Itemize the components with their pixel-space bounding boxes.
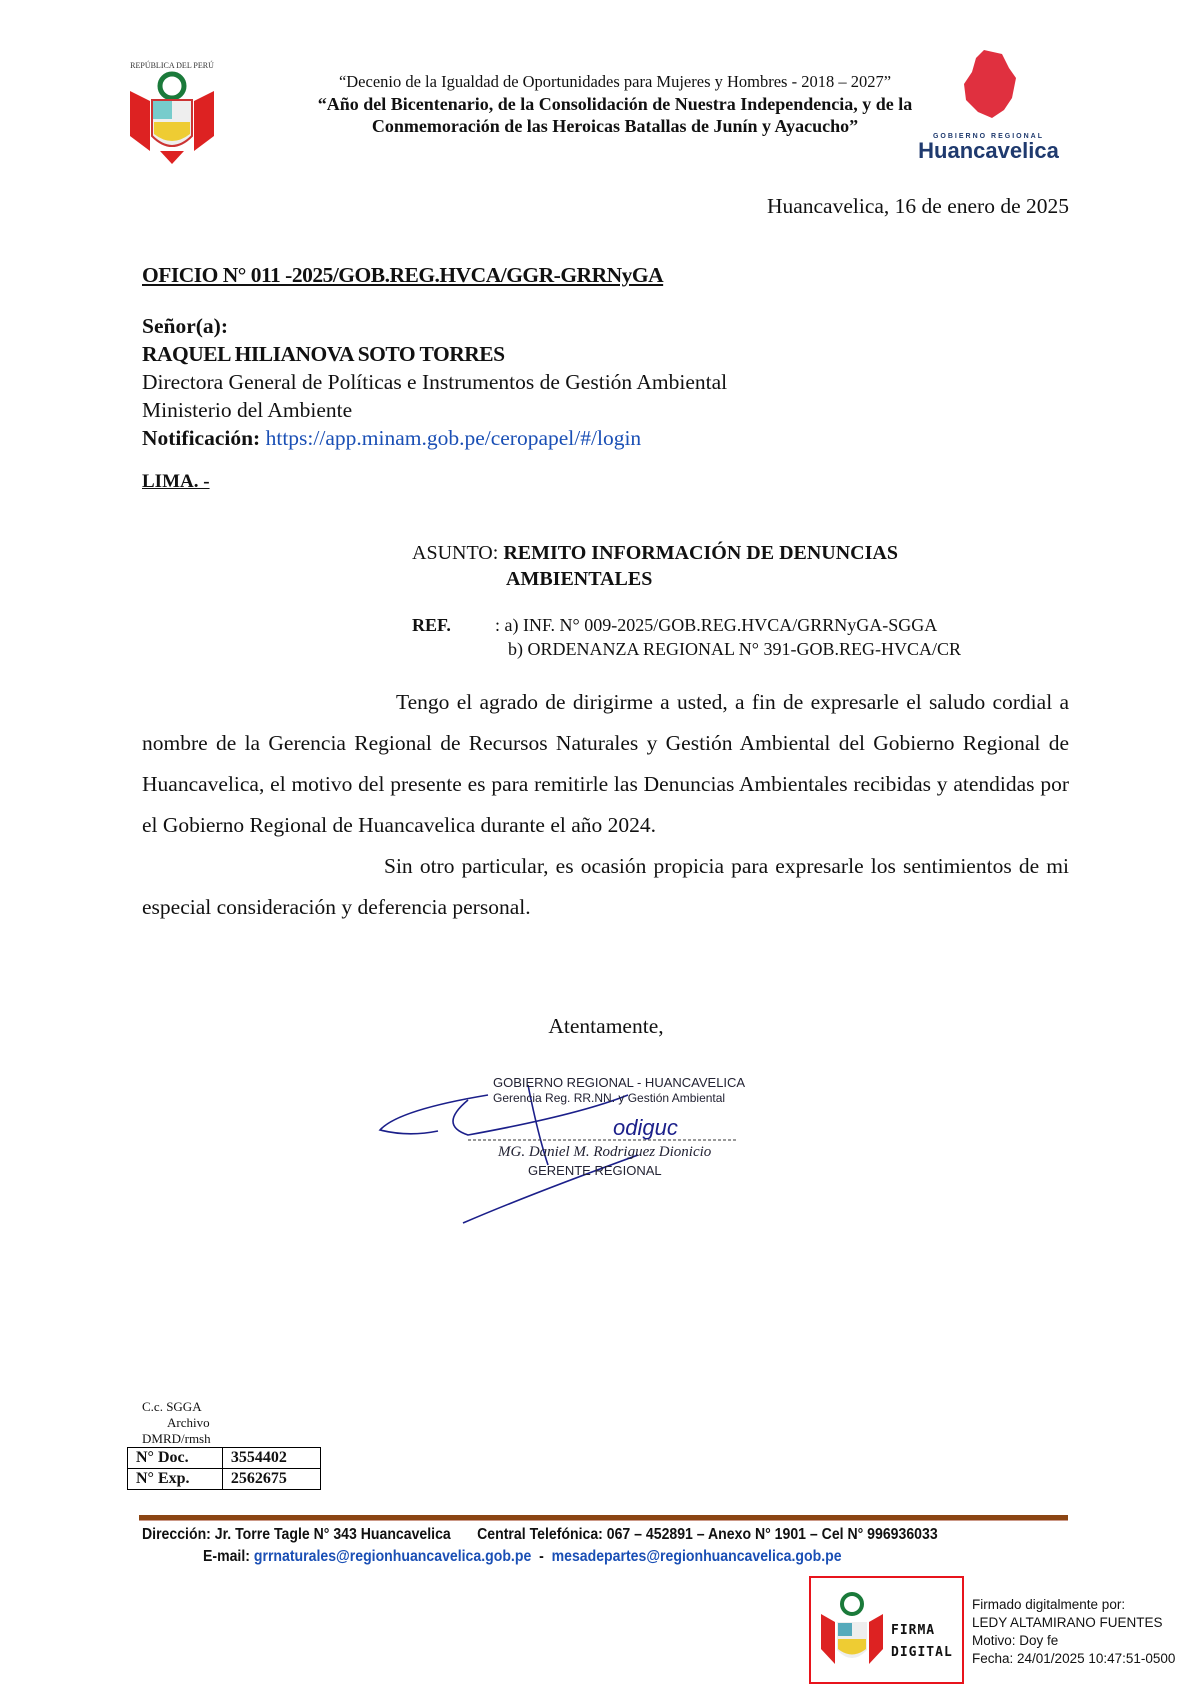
body-text	[142, 682, 1069, 928]
closing: Atentamente,	[548, 1014, 664, 1038]
footer-divider	[139, 1515, 1068, 1521]
subject-label: ASUNTO:	[412, 542, 499, 564]
cc-block	[142, 1399, 211, 1447]
subject-line2: AMBIENTALES	[506, 568, 653, 590]
table-row	[128, 1448, 321, 1469]
footer-separator: -	[539, 1548, 544, 1565]
recipient-position: Directora General de Políticas e Instrumentos de Gestión Ambiental	[142, 370, 728, 394]
svg-text:REPÚBLICA DEL PERÚ: REPÚBLICA DEL PERÚ	[130, 61, 214, 70]
footer-phone: Central Telefónica: 067 – 452891 – Anexo N° 1901 – Cel N° 996936033	[477, 1526, 938, 1543]
gobierno-regional-logo	[916, 48, 1061, 168]
exp-value: 2562675	[222, 1469, 320, 1490]
recipient-entity: Ministerio del Ambiente	[142, 398, 353, 422]
body-paragraph-1: Tengo el agrado de dirigirme a usted, a fin de expresarle el saludo cordial a nombre de la Gerencia Regional de Recursos Naturales y Gestión Ambiental del Gobierno Regional de Huancavelica, el motivo del presente es para remitirle las Denuncias Ambientales recibidas y atendidas por el Gobierno Regional de Huancavelica durante el año 2024.	[142, 690, 1069, 837]
document-date: Huancavelica, 16 de enero de 2025	[766, 194, 1069, 218]
header-text	[280, 71, 950, 137]
notification-link[interactable]: https://app.minam.gob.pe/ceropapel/#/login	[265, 426, 642, 450]
year-motto-line1: “Año del Bicentenario, de la Consolidación de Nuestra Independencia, y de la	[317, 94, 913, 114]
footer-email-label: E-mail:	[203, 1548, 250, 1565]
logo-big-text: Huancavelica	[918, 138, 1059, 163]
year-motto-line2: Conmemoración de las Heroicas Batallas de Junín y Ayacucho”	[371, 116, 859, 136]
recipient-city: LIMA. -	[142, 471, 210, 492]
doc-value: 3554402	[222, 1448, 320, 1469]
recipient-name: RAQUEL HILIANOVA SOTO TORRES	[142, 342, 505, 366]
notification-label: Notificación:	[142, 426, 261, 450]
doc-label: N° Doc.	[128, 1448, 223, 1469]
document-number-table	[127, 1447, 321, 1490]
subject-block	[412, 540, 898, 592]
decade-motto: “Decenio de la Igualdad de Oportunidades para Mujeres y Hombres - 2018 – 2027”	[338, 72, 892, 91]
svg-text:odiguc: odiguc	[613, 1115, 678, 1140]
ref-b: b) ORDENANZA REGIONAL N° 391-GOB.REG-HVCA/CR	[508, 639, 962, 659]
ref-label: REF.	[412, 615, 451, 635]
cc-line1: C.c. SGGA	[142, 1399, 202, 1414]
signed-by-label: Firmado digitalmente por:	[972, 1597, 1126, 1612]
recipient-block	[142, 312, 727, 452]
signature-reason: Motivo: Doy fe	[972, 1633, 1059, 1648]
ref-a: : a) INF. N° 009-2025/GOB.REG.HVCA/GRRNyGA-SGGA	[495, 615, 938, 635]
digital-signature-stamp	[809, 1576, 964, 1684]
signature-stamp	[378, 1075, 748, 1235]
table-row	[128, 1469, 321, 1490]
firma-digital-label: FIRMA DIGITAL	[891, 1623, 953, 1660]
footer-email-1[interactable]: grrnaturales@regionhuancavelica.gob.pe	[253, 1548, 532, 1565]
reference-block	[412, 613, 961, 661]
cc-line3: DMRD/rmsh	[142, 1431, 211, 1446]
digital-signature-info	[972, 1596, 1175, 1668]
salutation: Señor(a):	[142, 314, 228, 338]
body-paragraph-2: Sin otro particular, es ocasión propicia para expresarle los sentimientos de mi especial consideración y deferencia personal.	[142, 854, 1069, 919]
logo-small-text: GOBIERNO REGIONAL	[932, 133, 1044, 140]
signature-date: Fecha: 24/01/2025 10:47:51-0500	[972, 1651, 1176, 1666]
peru-seal-icon	[817, 1584, 887, 1679]
subject-line1: REMITO INFORMACIÓN DE DENUNCIAS	[503, 542, 898, 564]
footer-address: Dirección: Jr. Torre Tagle N° 343 Huancavelica	[142, 1526, 451, 1543]
oficio-number: OFICIO N° 011 -2025/GOB.REG.HVCA/GGR-GRRNyGA	[142, 263, 664, 287]
signer-name: LEDY ALTAMIRANO FUENTES	[972, 1615, 1163, 1630]
cc-line2: Archivo	[167, 1415, 210, 1430]
footer-line1	[142, 1526, 938, 1544]
peru-coat-of-arms	[120, 56, 224, 166]
footer-line2	[203, 1548, 842, 1566]
exp-label: N° Exp.	[128, 1469, 223, 1490]
signature-dept: Gerencia Reg. RR.NN. y Gestión Ambiental	[493, 1091, 726, 1105]
signature-name: MG. Daniel M. Rodriguez Dionicio	[498, 1144, 712, 1160]
signature-org: GOBIERNO REGIONAL - HUANCAVELICA	[493, 1075, 746, 1090]
signature-title: GERENTE REGIONAL	[528, 1163, 662, 1178]
footer-email-2[interactable]: mesadepartes@regionhuancavelica.gob.pe	[551, 1548, 842, 1565]
